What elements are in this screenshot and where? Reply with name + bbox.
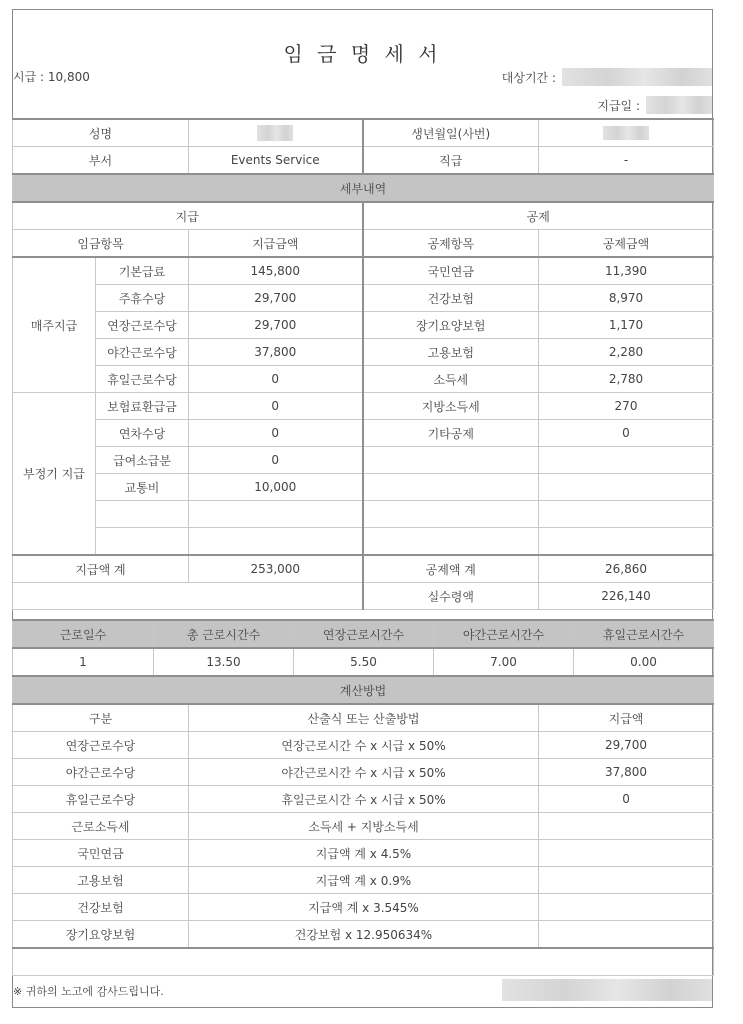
- hours-header: 근로일수: [13, 620, 154, 648]
- hours-header: 연장근로시간수: [294, 620, 434, 648]
- footer-note: ※ 귀하의 노고에 감사드립니다.: [13, 985, 164, 998]
- totals-row: [13, 555, 714, 583]
- hours-value: 1: [13, 648, 154, 676]
- target-period: [502, 68, 712, 86]
- net-amount: 226,140: [539, 583, 714, 610]
- rank-label: 직급: [363, 147, 539, 175]
- net-row: [13, 583, 714, 610]
- pay-amount: [189, 501, 363, 528]
- calc-header-row: [13, 704, 714, 732]
- deduct-amount: 1,170: [539, 312, 714, 339]
- table-row: [13, 257, 714, 285]
- birth-redacted: [603, 126, 649, 140]
- deduct-item: 장기요양보험: [363, 312, 539, 339]
- hours-header: 휴일근로시간수: [574, 620, 714, 648]
- table-row: [13, 420, 714, 447]
- pay-item: 급여소급분: [96, 447, 189, 474]
- table-row: [13, 312, 714, 339]
- deduct-amount: [539, 501, 714, 528]
- name-value: [189, 119, 363, 147]
- calc-band-label: 계산방법: [13, 676, 714, 704]
- hours-header: 야간근로시간수: [434, 620, 574, 648]
- calc-row: [13, 732, 714, 759]
- period-label: 대상기간 :: [501, 70, 556, 85]
- pay-item: 휴일근로수당: [96, 366, 189, 393]
- calc-amount: [539, 813, 714, 840]
- total-pay-label: 지급액 계: [13, 555, 189, 583]
- deduct-amount: 11,390: [539, 257, 714, 285]
- calc-amount: [539, 867, 714, 894]
- calc-type: 국민연금: [13, 840, 189, 867]
- pay-item: 연장근로수당: [96, 312, 189, 339]
- pay-amount: 29,700: [189, 312, 363, 339]
- name-label: 성명: [13, 119, 189, 147]
- calc-row: [13, 813, 714, 840]
- calc-type: 장기요양보험: [13, 921, 189, 949]
- pay-item: 보험료환급금: [96, 393, 189, 420]
- hours-header-row: [13, 620, 714, 648]
- calc-type: 야간근로수당: [13, 759, 189, 786]
- calc-header: 산출식 또는 산출방법: [189, 704, 539, 732]
- pay-amount: 37,800: [189, 339, 363, 366]
- pay-amount: 10,000: [189, 474, 363, 501]
- calc-amount: [539, 921, 714, 949]
- col-amount: 지급금액: [189, 230, 363, 258]
- table-row: [13, 474, 714, 501]
- calc-formula: 연장근로시간 수 x 시급 x 50%: [189, 732, 539, 759]
- total-pay: 253,000: [189, 555, 363, 583]
- group-weekly: 매주지급: [13, 257, 96, 393]
- deduct-amount: [539, 447, 714, 474]
- calc-row: [13, 759, 714, 786]
- calc-type: 근로소득세: [13, 813, 189, 840]
- calc-formula: 지급액 계 x 3.545%: [189, 894, 539, 921]
- net-label: 실수령액: [363, 583, 539, 610]
- table-row: [13, 501, 714, 528]
- dept-label: 부서: [13, 147, 189, 175]
- blank-cell: [13, 948, 714, 976]
- calc-type: 휴일근로수당: [13, 786, 189, 813]
- calc-header: 지급액: [539, 704, 714, 732]
- calc-formula: 건강보험 x 12.950634%: [189, 921, 539, 949]
- col-deduct-amount: 공제금액: [539, 230, 714, 258]
- deduct-amount: 8,970: [539, 285, 714, 312]
- deduct-amount: [539, 474, 714, 501]
- table-row: [13, 447, 714, 474]
- calc-formula: 휴일근로시간 수 x 시급 x 50%: [189, 786, 539, 813]
- calc-band: [13, 676, 714, 704]
- pay-item: [96, 528, 189, 556]
- period-redacted: [562, 68, 712, 86]
- pay-amount: 0: [189, 393, 363, 420]
- deduct-item: 국민연금: [363, 257, 539, 285]
- hours-value: 0.00: [574, 648, 714, 676]
- deduct-amount: 2,280: [539, 339, 714, 366]
- pay-header: 지급: [13, 202, 363, 230]
- deduct-item: 소득세: [363, 366, 539, 393]
- hourly-wage: 시급 : 10,800: [13, 70, 90, 84]
- deduct-header: 공제: [363, 202, 714, 230]
- column-headers: [13, 230, 714, 258]
- pay-item: 야간근로수당: [96, 339, 189, 366]
- calc-row: [13, 921, 714, 949]
- calc-row: [13, 867, 714, 894]
- payday-redacted: [646, 96, 712, 114]
- deduct-amount: 2,780: [539, 366, 714, 393]
- hours-table: [12, 619, 714, 676]
- calc-formula: 야간근로시간 수 x 시급 x 50%: [189, 759, 539, 786]
- total-deduct-label: 공제액 계: [363, 555, 539, 583]
- pay-date: [597, 96, 712, 114]
- net-spacer: [13, 583, 363, 610]
- deduct-item: [363, 447, 539, 474]
- deduct-item: 지방소득세: [363, 393, 539, 420]
- name-redacted: [257, 125, 293, 141]
- info-row-name: [13, 119, 714, 147]
- table-row: [13, 339, 714, 366]
- calc-type: 건강보험: [13, 894, 189, 921]
- table-row: [13, 366, 714, 393]
- hours-value: 5.50: [294, 648, 434, 676]
- deduct-item: 기타공제: [363, 420, 539, 447]
- pay-amount: 0: [189, 366, 363, 393]
- calc-formula: 지급액 계 x 0.9%: [189, 867, 539, 894]
- pay-amount: 0: [189, 447, 363, 474]
- table-row: [13, 528, 714, 556]
- payslip-sheet: [12, 9, 713, 1008]
- total-deduct: 26,860: [539, 555, 714, 583]
- calc-formula: 지급액 계 x 4.5%: [189, 840, 539, 867]
- col-deduct-item: 공제항목: [363, 230, 539, 258]
- calc-amount: 0: [539, 786, 714, 813]
- hours-value-row: [13, 648, 714, 676]
- pay-item: [96, 501, 189, 528]
- details-table: [12, 118, 714, 610]
- footer-redacted: [502, 979, 712, 1001]
- calc-amount: 29,700: [539, 732, 714, 759]
- deduct-item: [363, 501, 539, 528]
- birth-value: [539, 119, 714, 147]
- birth-label: 생년월일(사번): [363, 119, 539, 147]
- group-irregular: 부정기 지급: [13, 393, 96, 556]
- pay-amount: 145,800: [189, 257, 363, 285]
- calc-row: [13, 840, 714, 867]
- rank-value: -: [539, 147, 714, 175]
- table-row: [13, 285, 714, 312]
- col-item: 임금항목: [13, 230, 189, 258]
- deduct-amount: 0: [539, 420, 714, 447]
- payday-label: 지급일 :: [597, 98, 640, 113]
- pay-amount: [189, 528, 363, 556]
- hours-value: 13.50: [154, 648, 294, 676]
- deduct-item: [363, 528, 539, 556]
- pay-deduct-header: [13, 202, 714, 230]
- pay-amount: 0: [189, 420, 363, 447]
- pay-item: 교통비: [96, 474, 189, 501]
- calc-row: [13, 786, 714, 813]
- calc-type: 고용보험: [13, 867, 189, 894]
- deduct-amount: 270: [539, 393, 714, 420]
- hours-header: 총 근로시간수: [154, 620, 294, 648]
- calc-table: [12, 675, 714, 976]
- details-band: [13, 174, 714, 202]
- details-band-label: 세부내역: [13, 174, 714, 202]
- calc-type: 연장근로수당: [13, 732, 189, 759]
- hours-value: 7.00: [434, 648, 574, 676]
- calc-header: 구분: [13, 704, 189, 732]
- calc-row: [13, 894, 714, 921]
- blank-row: [13, 948, 714, 976]
- payslip-title: 임 금 명 세 서: [283, 42, 442, 66]
- pay-item: 주휴수당: [96, 285, 189, 312]
- table-row: [13, 393, 714, 420]
- calc-amount: 37,800: [539, 759, 714, 786]
- pay-item: 연차수당: [96, 420, 189, 447]
- pay-item: 기본급료: [96, 257, 189, 285]
- calc-amount: [539, 894, 714, 921]
- calc-amount: [539, 840, 714, 867]
- deduct-item: 건강보험: [363, 285, 539, 312]
- info-row-dept: [13, 147, 714, 175]
- deduct-amount: [539, 528, 714, 556]
- pay-amount: 29,700: [189, 285, 363, 312]
- deduct-item: 고용보험: [363, 339, 539, 366]
- deduct-item: [363, 474, 539, 501]
- calc-formula: 소득세 + 지방소득세: [189, 813, 539, 840]
- dept-value: Events Service: [189, 147, 363, 175]
